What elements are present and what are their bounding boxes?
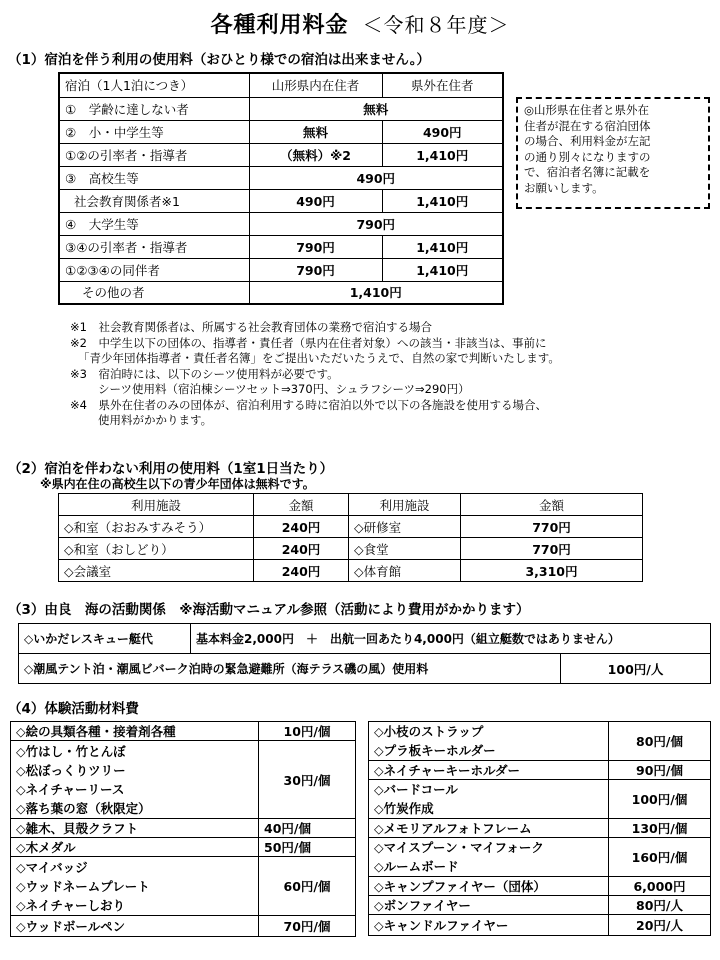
fee-cell: 790円: [249, 212, 503, 235]
table-row: [369, 722, 711, 761]
material-name: ◇木メダル: [16, 840, 76, 855]
row-label: その他の者: [59, 281, 249, 304]
row-label: ①②③④の同伴者: [59, 258, 249, 281]
fee-cell: （無料）※2: [249, 143, 382, 166]
fee-cell: 790円: [249, 235, 382, 258]
header-cell: 県外在住者: [382, 73, 503, 97]
fee-cell: 770円: [461, 538, 643, 560]
table-row: [19, 624, 711, 654]
table-row: [59, 258, 503, 281]
table-row: [19, 654, 711, 684]
material-name: ◇ネイチャーリース: [16, 781, 125, 797]
section3-heading: （3）由良 海の活動関係 ※海活動マニュアル参照（活動により費用がかかります）: [8, 602, 530, 618]
fee-cell: 無料: [249, 120, 382, 143]
price-cell: 10円/個: [259, 722, 356, 741]
material-item: [11, 916, 259, 937]
table-row: [59, 189, 503, 212]
marine-activity-table: [18, 623, 711, 684]
table-row: [59, 538, 643, 560]
material-item: [11, 819, 259, 838]
material-item: [11, 838, 259, 857]
price-cell: 6,000円: [609, 877, 711, 896]
header-cell: 金額: [461, 494, 643, 516]
fee-cell: 240円: [254, 516, 349, 538]
facility-cell: ◇会議室: [59, 560, 254, 582]
table-row: [59, 516, 643, 538]
lodging-fee-table: [58, 72, 504, 305]
fee-cell: 3,310円: [461, 560, 643, 582]
fee-cell: 240円: [254, 538, 349, 560]
row-label: ③④の引率者・指導者: [59, 235, 249, 258]
table-row: [59, 235, 503, 258]
material-name: ◇ネイチャーキーホルダー: [374, 763, 520, 778]
material-name: ◇竹炭作成: [374, 801, 434, 816]
footnote: ※2 中学生以下の団体の、指導者・責任者（県内在住者対象）への該当・非該当は、事前に: [70, 335, 547, 350]
materials-table-left: [10, 721, 356, 937]
callout-line: 住者が混在する宿泊団体: [524, 118, 651, 133]
footnote: 「青少年団体指導者・責任者名簿」をご提出いただいたうえで、自然の家で判断いたします。: [78, 351, 560, 365]
row-label: ④ 大学生等: [59, 212, 249, 235]
table-row: [11, 838, 356, 857]
section2-note: ※県内在住の高校生以下の青少年団体は無料です。: [40, 477, 315, 491]
material-name: ◇ウッドボールペン: [16, 919, 126, 934]
footnote: ※4 県外在住者のみの団体が、宿泊利用する時に宿泊以外で以下の各施設を使用する場合、: [70, 397, 547, 412]
table-row: [59, 120, 503, 143]
price-cell: 40円/個: [259, 819, 356, 838]
facility-cell: ◇和室（おしどり）: [59, 538, 254, 560]
facility-cell: ◇食堂: [349, 538, 461, 560]
fiscal-year-label: ＜令和８年度＞: [362, 13, 510, 37]
table-header-row: [59, 494, 643, 516]
fee-cell: 1,410円: [382, 189, 503, 212]
price-cell: 130円/個: [609, 819, 711, 838]
material-item: [369, 819, 609, 838]
price-cell: 160円/個: [609, 838, 711, 877]
table-row: [11, 819, 356, 838]
table-header-row: [59, 73, 503, 97]
table-row: [59, 166, 503, 189]
raft-rescue-fee: 基本料金2,000円 ＋ 出航一回あたり4,000円（組立艇数ではありません）: [191, 624, 711, 654]
section2-heading: （2）宿泊を伴わない利用の使用料（1室1日当たり）: [8, 461, 334, 477]
material-item: [369, 761, 609, 780]
material-name: ◇ボンファイヤー: [374, 898, 471, 913]
facility-cell: ◇和室（おおみすみそう）: [59, 516, 254, 538]
page-title: [0, 8, 720, 39]
row-label: ③ 高校生等: [59, 166, 249, 189]
material-name: ◇小枝のストラップ: [374, 724, 484, 739]
material-item: [11, 741, 259, 819]
fee-cell: 790円: [249, 258, 382, 281]
material-name: ◇マイバッジ: [16, 859, 88, 875]
material-name: ◇プラ板キーホルダー: [374, 743, 496, 758]
title-text: 各種利用料金: [210, 13, 349, 38]
material-name: ◇マイスプーン・マイフォーク: [374, 840, 544, 855]
fee-cell: 490円: [249, 189, 382, 212]
price-cell: 70円/個: [259, 916, 356, 937]
table-row: [11, 857, 356, 916]
price-cell: 20円/人: [609, 915, 711, 936]
header-cell: 宿泊（1人1泊につき）: [59, 73, 249, 97]
fee-cell: 490円: [382, 120, 503, 143]
table-row: [59, 97, 503, 120]
row-label: ② 小・中学生等: [59, 120, 249, 143]
fee-cell: 無料: [249, 97, 503, 120]
material-name: ◇絵の具類各種・接着剤各種: [16, 724, 176, 739]
material-name: ◇メモリアルフォトフレーム: [374, 821, 532, 836]
material-item: [11, 722, 259, 741]
callout-line: お願いします。: [524, 180, 604, 195]
price-cell: 90円/個: [609, 761, 711, 780]
table-row: [369, 877, 711, 896]
price-cell: 100円/個: [609, 780, 711, 819]
table-row: [59, 143, 503, 166]
fee-cell: 240円: [254, 560, 349, 582]
material-item: [369, 896, 609, 915]
material-name: ◇ウッドネームプレート: [16, 878, 150, 894]
header-cell: 金額: [254, 494, 349, 516]
section4-heading: （4）体験活動材料費: [8, 701, 139, 717]
table-row: [59, 560, 643, 582]
material-item: [369, 780, 609, 819]
material-name: ◇バードコール: [374, 782, 458, 797]
material-name: ◇松ぼっくりツリー: [16, 762, 126, 778]
day-use-fee-table: [58, 493, 643, 582]
facility-cell: ◇体育館: [349, 560, 461, 582]
material-item: [369, 877, 609, 896]
fee-cell: 770円: [461, 516, 643, 538]
shelter-fee: 100円/人: [561, 654, 711, 684]
footnote: ※1 社会教育関係者は、所属する社会教育団体の業務で宿泊する場合: [70, 320, 432, 334]
table-row: [11, 741, 356, 819]
price-cell: 60円/個: [259, 857, 356, 916]
raft-rescue-label: ◇いかだレスキュー艇代: [19, 624, 191, 654]
callout-line: の場合、利用料金が左記: [524, 134, 651, 148]
material-item: [369, 915, 609, 936]
shelter-fee-label: ◇潮風テント泊・潮風ビバーク泊時の緊急避難所（海テラス磯の風）使用料: [19, 654, 561, 684]
material-name: ◇キャンドルファイヤー: [374, 918, 509, 933]
callout-line: で、宿泊者名簿に記載を: [524, 165, 651, 179]
table-row: [59, 212, 503, 235]
price-cell: 50円/個: [259, 838, 356, 857]
footnote: シーツ使用料（宿泊棟シーツセット⇒370円、シュラフシーツ⇒290円）: [98, 382, 470, 396]
table-row: [369, 915, 711, 936]
section1-heading: （1）宿泊を伴う利用の使用料（おひとり様での宿泊は出来ません。）: [8, 52, 430, 68]
table-row: [11, 916, 356, 937]
callout-line: ◎山形県在住者と県外在: [524, 103, 650, 117]
table-row: [59, 281, 503, 304]
fee-cell: 1,410円: [382, 235, 503, 258]
header-cell: 山形県内在住者: [249, 73, 382, 97]
fee-cell: 1,410円: [249, 281, 503, 304]
fee-cell: 1,410円: [382, 258, 503, 281]
table-row: [369, 838, 711, 877]
material-name: ◇雑木、貝殻クラフト: [16, 821, 139, 836]
header-cell: 利用施設: [349, 494, 461, 516]
footnote: 使用料がかかります。: [98, 413, 213, 427]
mixed-residency-callout: [516, 97, 710, 209]
footnotes: [70, 320, 710, 429]
facility-cell: ◇研修室: [349, 516, 461, 538]
material-item: [369, 722, 609, 761]
materials-table-right: [368, 721, 711, 936]
header-cell: 利用施設: [59, 494, 254, 516]
footnote: ※3 宿泊時には、以下のシーツ使用料が必要です。: [70, 366, 339, 381]
row-label: 社会教育関係者※1: [59, 189, 249, 212]
fee-cell: 490円: [249, 166, 503, 189]
row-label: ① 学齢に達しない者: [59, 97, 249, 120]
table-row: [369, 896, 711, 915]
table-row: [369, 819, 711, 838]
table-row: [11, 722, 356, 741]
price-cell: 80円/人: [609, 896, 711, 915]
material-item: [11, 857, 259, 916]
price-cell: 80円/個: [609, 722, 711, 761]
material-name: ◇ネイチャーしおり: [16, 897, 125, 913]
material-name: ◇落ち葉の窓（秋限定）: [16, 800, 151, 816]
material-item: [369, 838, 609, 877]
table-row: [369, 780, 711, 819]
callout-line: の通り別々になりますの: [524, 149, 651, 164]
fee-cell: 1,410円: [382, 143, 503, 166]
row-label: ①②の引率者・指導者: [59, 143, 249, 166]
material-name: ◇竹はし・竹とんぼ: [16, 743, 126, 759]
material-name: ◇ルームボード: [374, 859, 459, 874]
price-cell: 30円/個: [259, 741, 356, 819]
table-row: [369, 761, 711, 780]
material-name: ◇キャンプファイヤー（団体）: [374, 879, 546, 894]
